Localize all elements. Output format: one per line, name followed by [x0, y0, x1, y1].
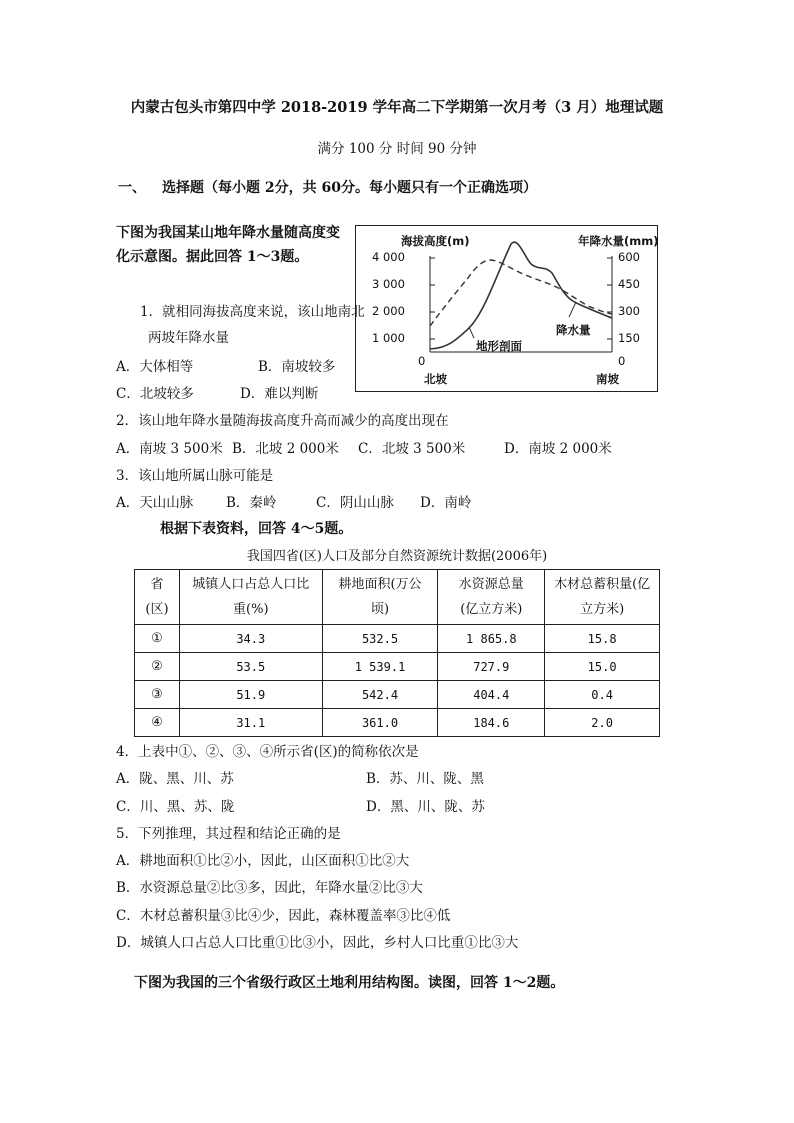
question-5-option-b: B．水资源总量②比③多，因此，年降水量②比③大 [116, 880, 423, 896]
question-4-option-a: A．陇、黑、川、苏 [116, 771, 234, 787]
table-cell: 51.9 [179, 681, 322, 709]
question-5-stem: 5．下列推理，其过程和结论正确的是 [116, 826, 341, 842]
left-axis-title: 海拔高度(m) [401, 234, 470, 248]
table-cell: 1 865.8 [438, 625, 545, 653]
precip-leader [569, 302, 576, 317]
question-1-option-a: A．大体相等 [116, 359, 194, 375]
question-1-stem-cont: 两坡年降水量 [148, 330, 229, 346]
terrain-label: 地形剖面 [476, 339, 522, 353]
table-cell: 404.4 [438, 681, 545, 709]
table-cell: 2.0 [545, 709, 660, 737]
table-cell: 542.4 [322, 681, 438, 709]
table-cell: 15.0 [545, 653, 660, 681]
right-tick-marks [607, 258, 612, 339]
precipitation-label: 降水量 [556, 323, 591, 337]
north-slope-label: 北坡 [424, 372, 447, 386]
table-cell: ② [135, 653, 180, 681]
left-tick-marks [430, 258, 435, 339]
intro-line-1: 下图为我国某山地年降水量随高度变 [116, 225, 340, 241]
column-header: 水资源总量 (亿立方米) [438, 570, 545, 625]
south-slope-label: 南坡 [596, 372, 619, 386]
table-cell: ① [135, 625, 180, 653]
table-cell: 1 539.1 [322, 653, 438, 681]
table-cell: 532.5 [322, 625, 438, 653]
question-2-option-d: D．南坡 2 000米 [504, 441, 612, 457]
question-5-option-a: A．耕地面积①比②小，因此，山区面积①比②大 [116, 853, 410, 869]
question-4-stem: 4．上表中①、②、③、④所示省(区)的简称依次是 [116, 744, 419, 760]
question-4-option-b: B．苏、川、陇、黑 [366, 771, 484, 787]
question-3-option-a: A．天山山脉 [116, 495, 194, 511]
table-cell: ③ [135, 681, 180, 709]
right-axis-title: 年降水量(mm) [578, 234, 659, 248]
right-tick-label: 0 [618, 354, 626, 368]
left-tick-label: 3 000 [372, 277, 405, 291]
precipitation-line [430, 260, 612, 326]
section-number: 一、 [118, 180, 146, 196]
table-cell: 184.6 [438, 709, 545, 737]
left-tick-label: 2 000 [372, 304, 405, 318]
question-2-stem: 2．该山地年降水量随海拔高度升高而减少的高度出现在 [116, 413, 449, 429]
question-2-option-c: C．北坡 3 500米 [358, 441, 466, 457]
left-tick-label: 1 000 [372, 331, 405, 345]
intro-land-use: 下图为我国的三个省级行政区土地利用结构图。读图，回答 1～2题。 [134, 975, 565, 991]
question-3-option-c: C．阴山山脉 [316, 495, 394, 511]
table-row [135, 709, 660, 737]
column-header: 耕地面积(万公 顷) [322, 570, 438, 625]
left-tick-label: 0 [418, 354, 426, 368]
question-4-option-c: C．川、黑、苏、陇 [116, 799, 235, 815]
question-1-option-b: B．南坡较多 [258, 359, 336, 375]
question-4-option-d: D．黑、川、陇、苏 [366, 799, 485, 815]
question-3-option-b: B．秦岭 [226, 495, 277, 511]
left-tick-label: 4 000 [372, 250, 405, 264]
question-1-stem: 1．就相同海拔高度来说，该山地南北 [140, 304, 365, 320]
section-title: 选择题（每小题 2分，共 60分。每小题只有一个正确选项） [162, 180, 537, 196]
question-1-option-d: D．难以判断 [240, 386, 319, 402]
table-cell: 15.8 [545, 625, 660, 653]
section-heading [118, 177, 537, 197]
exam-info: 满分 100 分 时间 90 分钟 [317, 141, 477, 157]
table-cell: 0.4 [545, 681, 660, 709]
table-cell: 53.5 [179, 653, 322, 681]
question-3-option-d: D．南岭 [420, 495, 472, 511]
right-tick-label: 150 [618, 331, 640, 345]
table-cell: 31.1 [179, 709, 322, 737]
column-header: 省 (区) [135, 570, 180, 625]
table-cell: 727.9 [438, 653, 545, 681]
table-row [135, 625, 660, 653]
column-header: 城镇人口占总人口比 重(%) [179, 570, 322, 625]
terrain-leader [469, 327, 474, 338]
question-5-option-d: D．城镇人口占总人口比重①比③小，因此，乡村人口比重①比③大 [116, 935, 519, 951]
right-tick-label: 300 [618, 304, 640, 318]
table-cell: 34.3 [179, 625, 322, 653]
column-header: 木材总蓄积量(亿 立方米) [545, 570, 660, 625]
intro-table: 根据下表资料，回答 4～5题。 [160, 521, 353, 537]
document-title: 内蒙古包头市第四中学 2018-2019 学年高二下学期第一次月考（3 月）地理试题 [130, 99, 664, 116]
question-2-option-b: B．北坡 2 000米 [232, 441, 339, 457]
right-tick-label: 600 [618, 250, 640, 264]
intro-line-2: 化示意图。据此回答 1～3题。 [116, 249, 309, 265]
question-3-stem: 3．该山地所属山脉可能是 [116, 468, 274, 484]
table-header-row [135, 570, 660, 625]
statistics-table [134, 569, 660, 737]
table-cell: 361.0 [322, 709, 438, 737]
table-row [135, 653, 660, 681]
question-5-option-c: C．木材总蓄积量③比④少，因此，森林覆盖率③比④低 [116, 908, 451, 924]
right-tick-label: 450 [618, 277, 640, 291]
table-cell: ④ [135, 709, 180, 737]
question-2-option-a: A．南坡 3 500米 [116, 441, 223, 457]
mountain-precipitation-chart [355, 225, 658, 392]
table-row [135, 681, 660, 709]
question-1-option-c: C．北坡较多 [116, 386, 194, 402]
table-caption: 我国四省(区)人口及部分自然资源统计数据(2006年) [246, 549, 548, 564]
